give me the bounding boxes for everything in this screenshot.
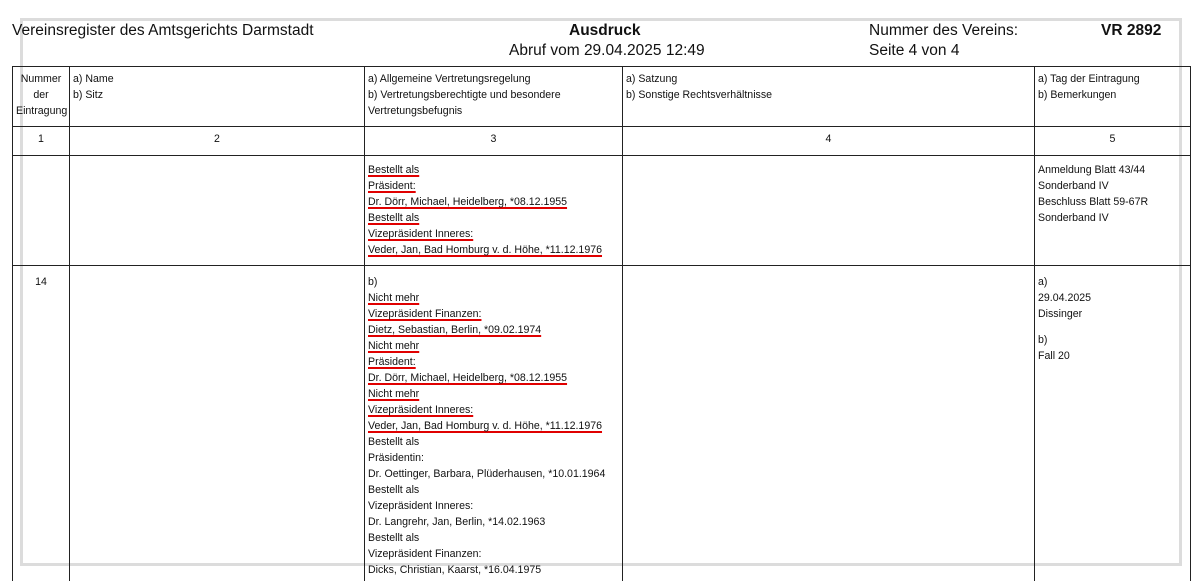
name-seat-cell bbox=[70, 156, 365, 266]
representation-line: Vizepräsident Finanzen: bbox=[368, 308, 482, 320]
representation-line: Vizepräsident Finanzen: bbox=[368, 548, 482, 560]
column-index-row bbox=[13, 127, 1191, 156]
representation-line: Nicht mehr bbox=[368, 388, 420, 400]
representation-line: Vizepräsident Inneres: bbox=[368, 404, 474, 416]
header-col-5: a) Tag der Eintragung b) Bemerkungen bbox=[1035, 67, 1191, 127]
representation-line: Dr. Langrehr, Jan, Berlin, *14.02.1963 bbox=[368, 516, 546, 528]
index-1: 1 bbox=[13, 127, 70, 156]
club-number-label: Nummer des Vereins: bbox=[869, 22, 1019, 39]
document-type: Ausdruck bbox=[569, 22, 641, 39]
header-col-2: a) Name b) Sitz bbox=[70, 67, 365, 127]
name-seat-cell bbox=[70, 266, 365, 582]
index-3: 3 bbox=[365, 127, 623, 156]
header-col-1: Nummer der Eintragung bbox=[13, 67, 70, 127]
table-row bbox=[13, 156, 1191, 266]
representation-cell bbox=[365, 156, 623, 266]
header-col-4: a) Satzung b) Sonstige Rechtsverhältnisse bbox=[623, 67, 1035, 127]
representation-line: Präsident: bbox=[368, 356, 416, 368]
register-table bbox=[12, 66, 1191, 581]
column-header-row bbox=[13, 67, 1191, 127]
header-col-3: a) Allgemeine Vertretungsregelung b) Vertretungsberechtigte und besondere Vertretungsbefugnis bbox=[365, 67, 623, 127]
remarks-cell: Anmeldung Blatt 43/44 Sonderband IV Beschluss Blatt 59-67R Sonderband IV bbox=[1035, 156, 1191, 266]
index-2: 2 bbox=[70, 127, 365, 156]
representation-line: Dr. Dörr, Michael, Heidelberg, *08.12.1955 bbox=[368, 196, 568, 208]
representation-line: Präsident: bbox=[368, 180, 416, 192]
representation-line: Nicht mehr bbox=[368, 340, 420, 352]
entry-number: 14 bbox=[13, 266, 70, 582]
representation-line: Bestellt als bbox=[368, 164, 420, 176]
table-row bbox=[13, 266, 1191, 582]
representation-line: Bestellt als bbox=[368, 532, 420, 544]
representation-line: b) bbox=[368, 276, 378, 288]
statute-cell bbox=[623, 266, 1035, 582]
representation-line: Präsidentin: bbox=[368, 452, 424, 464]
statute-cell bbox=[623, 156, 1035, 266]
representation-line: Bestellt als bbox=[368, 212, 420, 224]
index-4: 4 bbox=[623, 127, 1035, 156]
representation-line: Veder, Jan, Bad Homburg v. d. Höhe, *11.12.1976 bbox=[368, 420, 603, 432]
index-5: 5 bbox=[1035, 127, 1191, 156]
representation-line: Vizepräsident Inneres: bbox=[368, 228, 474, 240]
entry-number bbox=[13, 156, 70, 266]
representation-line: Bestellt als bbox=[368, 484, 420, 496]
representation-line: Dr. Dörr, Michael, Heidelberg, *08.12.1955 bbox=[368, 372, 568, 384]
club-number: VR 2892 bbox=[1101, 22, 1162, 39]
representation-line: Dr. Oettinger, Barbara, Plüderhausen, *10.01.1964 bbox=[368, 468, 606, 480]
page-indicator: Seite 4 von 4 bbox=[869, 42, 960, 59]
representation-line: Veder, Jan, Bad Homburg v. d. Höhe, *11.12.1976 bbox=[368, 244, 603, 256]
register-title: Vereinsregister des Amtsgerichts Darmstadt bbox=[12, 22, 314, 39]
representation-cell bbox=[365, 266, 623, 582]
representation-line: Bestellt als bbox=[368, 436, 420, 448]
remarks-cell: a) 29.04.2025 Dissinger b) Fall 20 bbox=[1035, 266, 1191, 582]
representation-line: Nicht mehr bbox=[368, 292, 420, 304]
representation-line: Dicks, Christian, Kaarst, *16.04.1975 bbox=[368, 564, 542, 576]
representation-line: Vizepräsident Inneres: bbox=[368, 500, 474, 512]
retrieval-timestamp: Abruf vom 29.04.2025 12:49 bbox=[509, 42, 705, 59]
representation-line: Dietz, Sebastian, Berlin, *09.02.1974 bbox=[368, 324, 542, 336]
